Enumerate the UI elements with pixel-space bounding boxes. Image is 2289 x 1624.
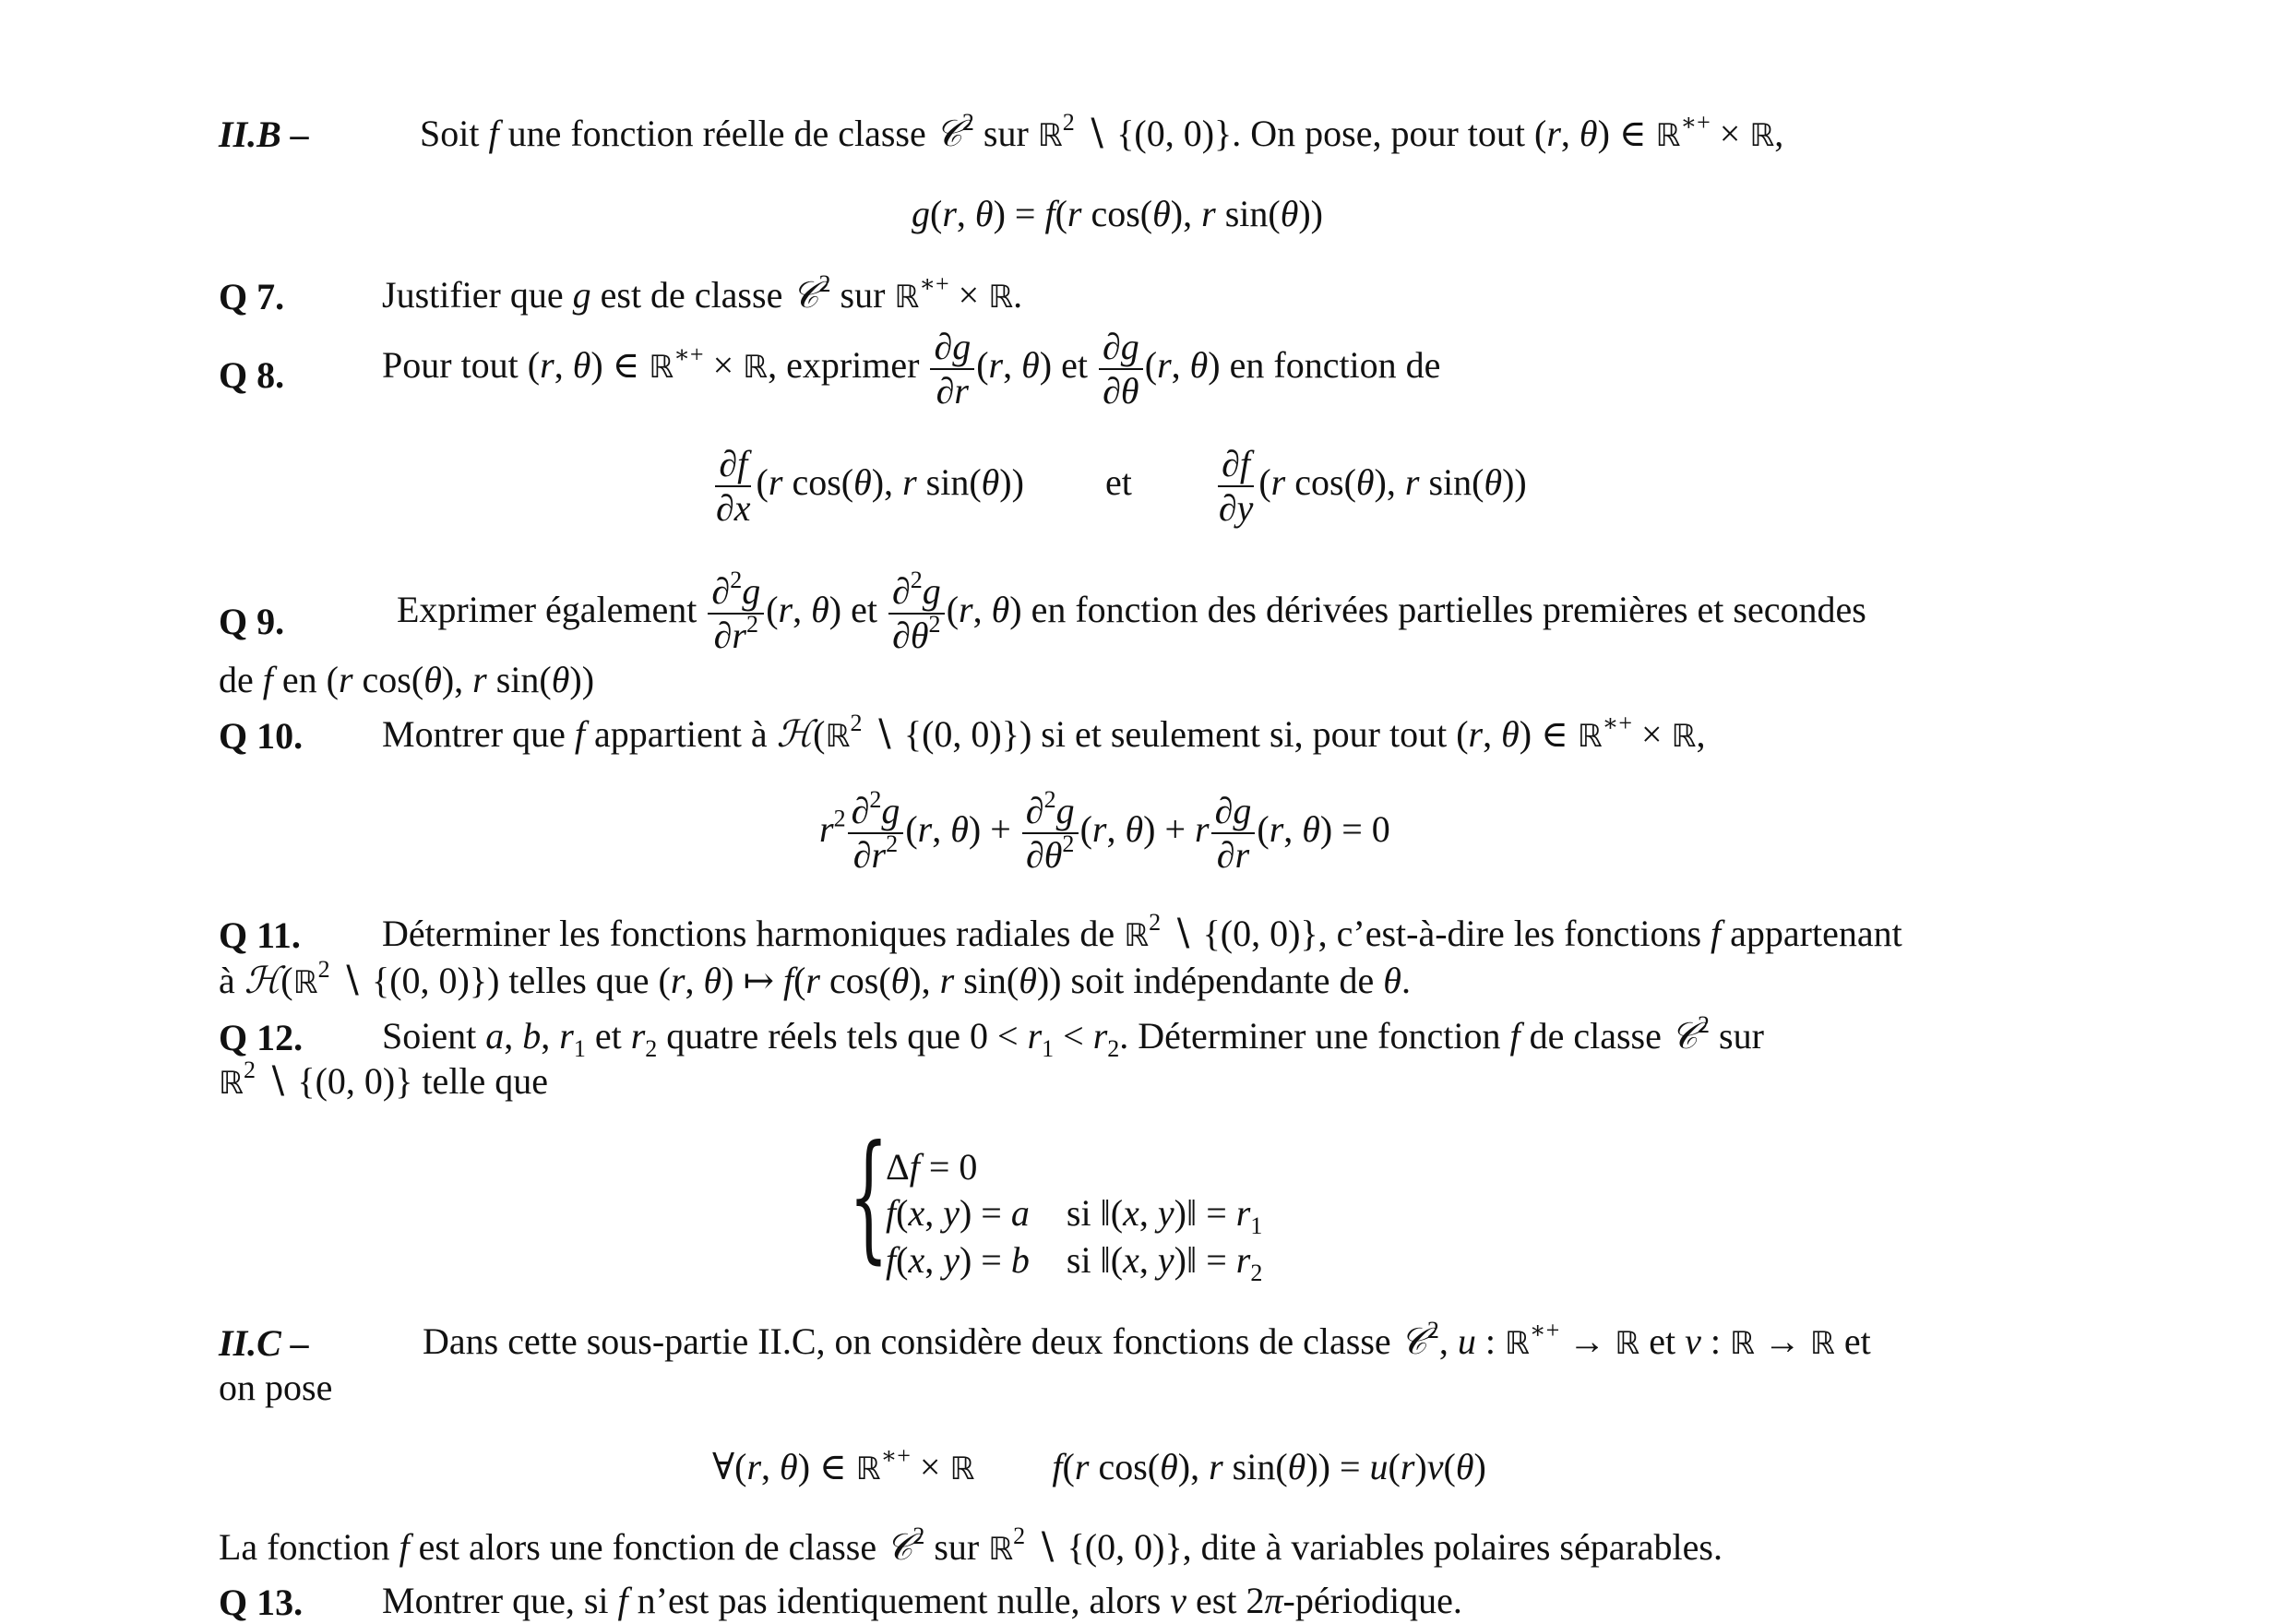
section-iic-intro: Dans cette sous-partie II.C, on considère deux fonctions de classe 𝒞$^2$, u : ℝ∗+ → ℝ et v : ℝ → ℝ et — [423, 1317, 1871, 1363]
equation-separable: ∀(r, θ) ∈ ℝ∗+ × ℝ f(r cos(θ), r sin(θ)) = u(r)v(θ) — [712, 1442, 1486, 1487]
equation-harmonic-polar: $r^2$ $\frac{\partial^2g}{\partial r^2}$ (r, θ) + $\frac{\partial^2g}{\partial\theta^2}$ (r, θ) + r $\frac{\partial g}{\partial r}$ (r, θ) = 0 — [819, 786, 1390, 876]
question-q8-text: Pour tout (r, θ) ∈ ℝ∗+ × ℝ, exprimer $\frac{\partial g}{\partial r}$ (r, θ) et $\frac{\partial g}{\partial\theta}$ (r, θ) en fonction de — [382, 326, 1441, 412]
system-row-2: f(x, y) = a si ‖(x, y)‖ = $r_1$ — [886, 1192, 1263, 1240]
question-q10-text: Montrer que f appartient à ℋ(ℝ$^2$ ∖ {(0, 0)}) si et seulement si, pour tout (r, θ) ∈ ℝ∗+ × ℝ, — [382, 710, 1706, 756]
question-q12-text-cont: ℝ$^2$ ∖ {(0, 0)} telle que — [219, 1057, 549, 1102]
section-label-iic: II.C – — [219, 1322, 309, 1364]
section-iic-conclusion: La fonction f est alors une fonction de classe 𝒞$^2$ sur ℝ$^2$ ∖ {(0, 0)}, dite à variables polaires séparables. — [219, 1522, 1723, 1569]
question-q9-text-cont: de f en (r cos(θ), r sin(θ)) — [219, 659, 595, 700]
section-iib-intro: Soit f une fonction réelle de classe 𝒞$^2$ sur ℝ$^2$ ∖ {(0, 0)}. On pose, pour tout (r, θ) ∈ ℝ∗+ × ℝ, — [420, 109, 1784, 155]
left-brace: { — [849, 1116, 888, 1277]
system-row-3: f(x, y) = b si ‖(x, y)‖ = $r_2$ — [886, 1239, 1263, 1287]
question-q13-text: Montrer que, si f n’est pas identiquement nulle, alors v est 2π-périodique. — [382, 1580, 1462, 1621]
system-row-1: Δf = 0 — [886, 1146, 978, 1188]
question-q7-text: Justifier que g est de classe 𝒞$^2$ sur ℝ∗+ × ℝ. — [382, 270, 1023, 316]
question-label-q11: Q 11. — [219, 914, 301, 956]
question-q12-text: Soient a, b, $r_1$ et $r_2$ quatre réels tels que $0 < r_1 < r_2$. Déterminer une fonction f de classe 𝒞$^2$ sur — [382, 1011, 1764, 1063]
question-label-q12: Q 12. — [219, 1017, 304, 1058]
equation-g-definition: g(r, θ) = f(r cos(θ), r sin(θ)) — [912, 193, 1323, 234]
question-q9-text: Exprimer également $\frac{\partial^2g}{\partial r^2}$ (r, θ) et $\frac{\partial^2g}{\partial\theta^2}$ (r, θ) en fonction des dérivées partielles premières et secondes — [397, 567, 1866, 656]
section-label-iib: II.B – — [219, 113, 309, 155]
question-label-q9: Q 9. — [219, 601, 285, 642]
equation-partial-f: $\frac{\partial f}{\partial x}$ (r cos(θ), r sin(θ)) et $\frac{\partial f}{\partial y}$ (r cos(θ), r sin(θ)) — [716, 443, 1527, 529]
question-label-q10: Q 10. — [219, 715, 304, 757]
section-iic-intro-cont: on pose — [219, 1367, 333, 1408]
question-label-q7: Q 7. — [219, 276, 285, 317]
question-label-q8: Q 8. — [219, 354, 285, 396]
question-q11-text-cont: à ℋ(ℝ$^2$ ∖ {(0, 0)}) telles que (r, θ) ↦ f(r cos(θ), r sin(θ)) soit indépendante de θ. — [219, 956, 1411, 1002]
question-q11-text: Déterminer les fonctions harmoniques radiales de ℝ$^2$ ∖ {(0, 0)}, c’est-à-dire les fonctions f appartenant — [382, 909, 1902, 954]
question-label-q13: Q 13. — [219, 1582, 304, 1623]
